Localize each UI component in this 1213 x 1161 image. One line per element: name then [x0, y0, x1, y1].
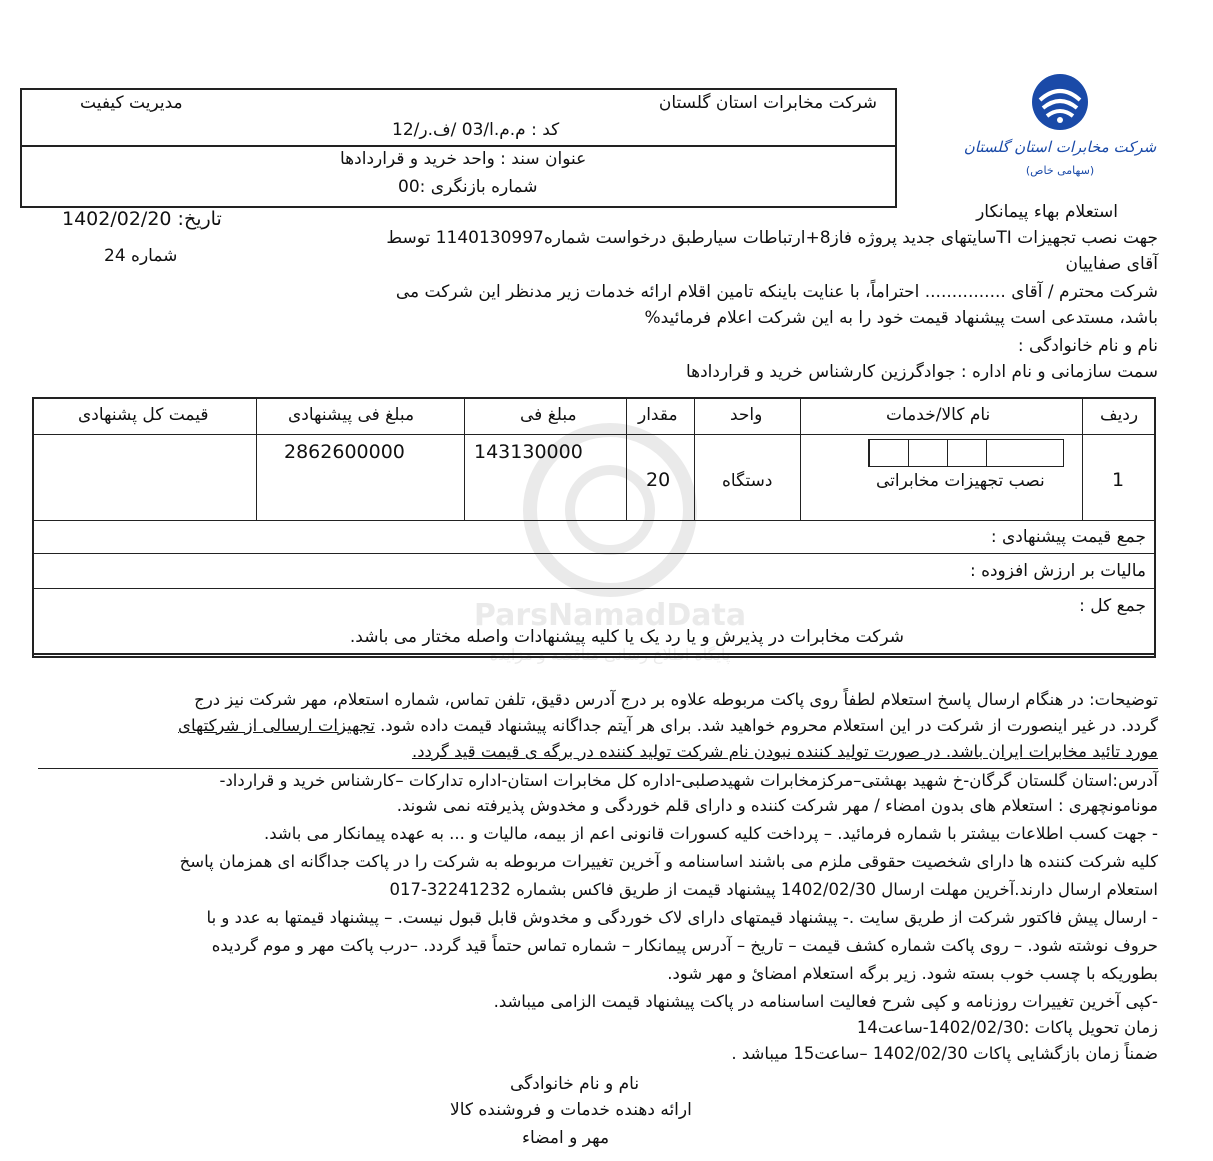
- desc-line-6: - جهت کسب اطلاعات بیشتر با شماره فرمائید. – پرداخت کلیه کسورات قانونی اعم از بیمه، مالیات و ... به عهده پیمانکار می باشد.: [263, 824, 1158, 843]
- th-offer-unit-price: مبلغ فی پیشنهادی: [288, 405, 415, 425]
- header-box: [20, 88, 897, 208]
- col-divider: [694, 399, 695, 521]
- cell-row: 1: [1112, 469, 1125, 491]
- note-row: [32, 620, 1156, 658]
- row-divider: [34, 588, 1154, 589]
- intro-position: سمت سازمانی و نام اداره : جوادگرزین کارشناس خرید و قراردادها: [685, 362, 1158, 382]
- col-divider: [1082, 399, 1083, 521]
- cell-item: نصب تجهیزات مخابراتی: [876, 471, 1045, 491]
- revision-number: شماره بازنگری :00: [398, 177, 538, 197]
- desc-line-11: بطوریکه با چسب خوب بسته شود. زیر برگه استعلام امضائ و مهر شود.: [667, 964, 1158, 983]
- intro-greeting: شرکت محترم / آقای ............... احتراماً، با عنایت باینکه تامین اقلام ارائه خدمات زیر مدنظر این شرکت می: [395, 282, 1158, 302]
- watermark-text: ParsNamadData: [473, 598, 747, 633]
- header-divider: [22, 145, 895, 147]
- doc-title: عنوان سند : واحد خرید و قراردادها: [340, 149, 587, 169]
- row-divider: [34, 434, 1154, 435]
- signature-name: نام و نام خانوادگی: [510, 1074, 640, 1094]
- cell-offer-unit-price: 2862600000: [284, 441, 405, 463]
- items-table: [32, 397, 1156, 655]
- desc-line-3: مورد تائید مخابرات ایران باشد. در صورت تولید کننده نبودن نام شرکت تولید کننده در برگه ی قیمت قید گردد.: [411, 742, 1158, 761]
- th-qty: مقدار: [638, 405, 678, 425]
- row-divider: [34, 553, 1154, 554]
- total-label: جمع کل :: [1079, 596, 1146, 616]
- logo-emblem-icon: [963, 70, 1157, 190]
- doc-number: شماره 24: [104, 246, 178, 266]
- cell-unit: دستگاه: [722, 471, 773, 491]
- desc-line-2: گردد. در غیر اینصورت از شرکت در این استعلام محروم خواهید شد. برای هر آیتم جداگانه پیشنهاد قیمت داده شود. تجهیزات ارسالی از شرکتهای: [178, 716, 1158, 735]
- cell-qty: 20: [646, 469, 671, 491]
- sum-label: جمع قیمت پیشنهادی :: [990, 527, 1146, 547]
- th-unit: واحد: [730, 405, 763, 425]
- th-offer-total: قیمت کل پشنهادی: [78, 405, 209, 425]
- desc-line-5: مونامونچهری : استعلام های بدون امضاء / مهر شرکت کننده و دارای قلم خوردگی و مخدوش پذیرفته نمی شوند.: [396, 796, 1158, 815]
- department: مدیریت کیفیت: [80, 93, 183, 113]
- row-divider: [34, 520, 1154, 521]
- signature-role: ارائه دهنده خدمات و فروشنده کالا: [450, 1100, 692, 1120]
- desc-line-10: حروف نوشته شود. – روی پاکت شماره کشف قیمت – تاریخ – آدرس پیمانکار – شماره تماس حتماً قید گردد. –درب پاکت مهر و موم گردیده: [211, 936, 1158, 955]
- desc-line-13: زمان تحویل پاکات :1402/02/30-ساعت14: [856, 1018, 1158, 1037]
- desc-line-1: توضیحات: در هنگام ارسال پاسخ استعلام لطفاً روی پاکت مربوطه علاوه بر درج آدرس دقیق، تلفن تماس، شماره استعلام، مهر شرکت نیز درج: [194, 690, 1158, 709]
- signature-stamp: مهر و امضاء: [522, 1128, 610, 1148]
- desc-line-8: استعلام ارسال دارند.آخرین مهلت ارسال 1402/02/30 پیشنهاد قیمت از طریق فاکس بشماره 32241232-017: [389, 880, 1158, 899]
- th-item: نام کالا/خدمات: [886, 405, 991, 425]
- logo-text: شرکت مخابرات استان گلستان: [963, 138, 1157, 156]
- item-code-boxes: [868, 439, 1064, 467]
- watermark-sub: پایگاه اطلاع رسانی مناقصه و مزایده: [489, 645, 731, 664]
- intro-subject: جهت نصب تجهیزات TIسایتهای جدید پروژه فاز8+ارتباطات سیارطبق درخواست شماره1140130997 توسط: [386, 228, 1158, 248]
- doc-code: کد : م.م.ا/03 /ف.ر/12: [392, 120, 560, 140]
- desc-line-9: - ارسال پیش فاکتور شرکت از طریق سایت .- پیشنهاد قیمتهای دارای لاک خوردگی و مخدوش قابل قبول نیست. – پیشنهاد قیمتها به عدد و با: [206, 908, 1158, 927]
- desc-line-14: ضمناً زمان بازگشایی پاکات 1402/02/30 –ساعت15 میباشد .: [731, 1044, 1158, 1063]
- doc-date: تاریخ: 1402/02/20: [62, 208, 222, 230]
- col-divider: [626, 399, 627, 521]
- intro-title: استعلام بهاء پیمانکار: [976, 202, 1118, 222]
- desc-underlined-1: تجهیزات ارسالی از شرکتهای: [178, 716, 375, 735]
- col-divider: [256, 399, 257, 521]
- intro-name-label: نام و نام خانوادگی :: [1017, 336, 1158, 356]
- th-unit-price: مبلغ فی: [520, 405, 577, 425]
- col-divider: [464, 399, 465, 521]
- table-note: شرکت مخابرات در پذیرش و یا رد یک یا کلیه پیشنهادات واصله مختار می باشد.: [349, 627, 904, 647]
- desc-line-4: آدرس:استان گلستان گرگان-خ شهید بهشتی–مرکزمخابرات شهیدصلبی-اداره کل مخابرات استان-اداره تدارکات –کارشناس خرید و قرارداد-: [38, 768, 1158, 790]
- company-logo: [963, 70, 1157, 190]
- logo-sub: (سهامی خاص): [1025, 164, 1095, 177]
- desc-line-12: -کپی آخرین تغییرات روزنامه و کپی شرح فعالیت اساسنامه در پاکت پیشنهاد قیمت الزامی میباشد.: [493, 992, 1158, 1011]
- intro-request: باشد، مستدعی است پیشنهاد قیمت خود را به این شرکت اعلام فرمائید%: [644, 308, 1158, 328]
- company-name: شرکت مخابرات استان گلستان: [658, 93, 877, 113]
- vat-label: مالیات بر ارزش افزوده :: [969, 561, 1146, 581]
- th-row: ردیف: [1100, 405, 1139, 425]
- desc-line-7: کلیه شرکت کننده ها دارای شخصیت حقوقی ملزم می باشند اساسنامه و آخرین تغییرات مربوطه به شرکت را در پاکت جداگانه ای همزمان پاسخ: [179, 852, 1158, 871]
- col-divider: [800, 399, 801, 521]
- cell-unit-price: 143130000: [474, 441, 583, 463]
- intro-requester: آقای صفاییان: [1065, 254, 1158, 274]
